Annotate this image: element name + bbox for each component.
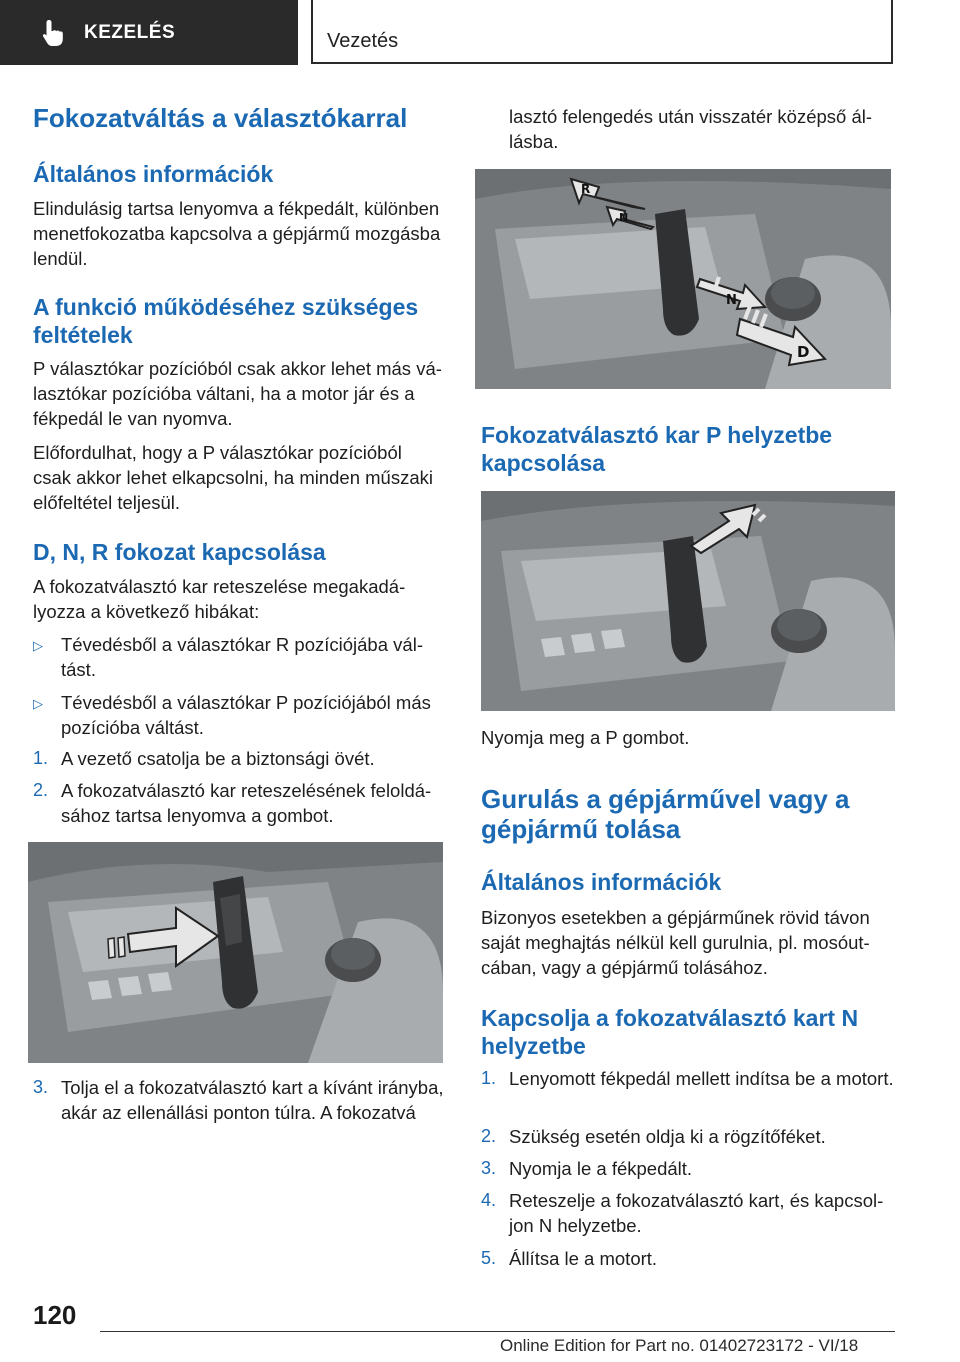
section-label: Vezetés [327, 30, 399, 52]
list-item: 4. Reteszelje a fokozatválasztó kart, és kapcsoljon N helyzetbe. [481, 1190, 884, 1236]
gear-shift-directions-image [475, 169, 891, 389]
shift-label-n-down: N [726, 293, 737, 308]
continued-text: lasztó felengedés után visszatér középső állásba. [509, 106, 873, 152]
list-item: 5. Állítsa le a motort. [481, 1248, 658, 1269]
chapter-label: KEZELÉS [84, 21, 176, 43]
section-heading-dnr: D, N, R fokozat kapcsolása [33, 539, 326, 565]
section-header [311, 0, 893, 64]
list-item: 3. Nyomja le a fékpedált. [481, 1158, 693, 1179]
list-item: 1. A vezető csatolja be a biztonsági övét. [33, 748, 375, 769]
edition-text: Online Edition for Part no. 01402723172 - VI/18 [500, 1336, 859, 1355]
list-item: ▷ Tévedésből a választókar R pozíciójába váltást. [33, 634, 423, 680]
park-instruction-text: Nyomja meg a P gombot. [481, 727, 690, 748]
gear-selector-unlock-image [28, 842, 443, 1063]
section-heading-shift-to-n: Kapcsolja a fokozatválasztó kart N helyzetbe [481, 1005, 859, 1059]
rolling-info-text: Bizonyos esetekben a gépjárműnek rövid távon saját meghajtás nélkül kell gurulnia, pl. mosóutcában, vagy a gépjármű tolásához. [481, 907, 870, 978]
general-info-text: Elindulásig tartsa lenyomva a fékpedált, különben menetfokozatba kapcsolva a gépjármű mozgásba lendül. [33, 198, 441, 269]
prerequisites-text-1: P választókar pozícióból csak akkor lehet más választókar pozícióba váltani, ha a motor jár és a fékpedál le van nyomva. [33, 358, 442, 429]
shift-label-d: D [797, 343, 810, 361]
list-item: 3. Tolja el a fokozatválasztó kart a kívánt irányba, akár az ellenállási ponton túlra. A fokozatvá [33, 1077, 444, 1123]
triangle-bullet-icon: ▷ [33, 638, 43, 653]
section-heading-park: Fokozatválasztó kar P helyzetbe kapcsolása [481, 422, 833, 476]
section-heading-general-info-2: Általános információk [481, 869, 722, 895]
list-item: ▷ Tévedésből a választókar P pozíciójából más pozícióba váltást. [33, 692, 431, 738]
section-heading-prerequisites: A funkció működéséhez szükséges feltételek [33, 294, 419, 348]
section-heading-general-info: Általános információk [33, 161, 274, 187]
list-item: 1. Lenyomott fékpedál mellett indítsa be a motort. [481, 1068, 894, 1089]
prerequisites-text-2: Előfordulhat, hogy a P választókar pozícióból csak akkor lehet elkapcsolni, ha minden műszaki előfeltétel teljesül. [33, 442, 433, 513]
footer-divider [100, 1331, 895, 1332]
hand-pointer-icon [40, 18, 66, 48]
main-heading: Fokozatváltás a választókarral [33, 103, 408, 133]
chapter-tab[interactable] [0, 0, 298, 65]
triangle-bullet-icon: ▷ [33, 696, 43, 711]
shift-label-n-up: N [619, 211, 629, 224]
page-number: 120 [33, 1300, 77, 1330]
main-heading-rolling: Gurulás a gépjárművel vagy a gépjármű tolása [481, 784, 850, 844]
dnr-intro-text: A fokozatválasztó kar reteszelése megakadályozza a következő hibákat: [33, 576, 406, 622]
gear-selector-p-button-image [481, 491, 895, 711]
list-item: 2. A fokozatválasztó kar reteszelésének feloldásához tartsa lenyomva a gombot. [33, 780, 432, 826]
shift-label-r: R [581, 182, 591, 196]
list-item: 2. Szükség esetén oldja ki a rögzítőféket. [481, 1126, 826, 1147]
